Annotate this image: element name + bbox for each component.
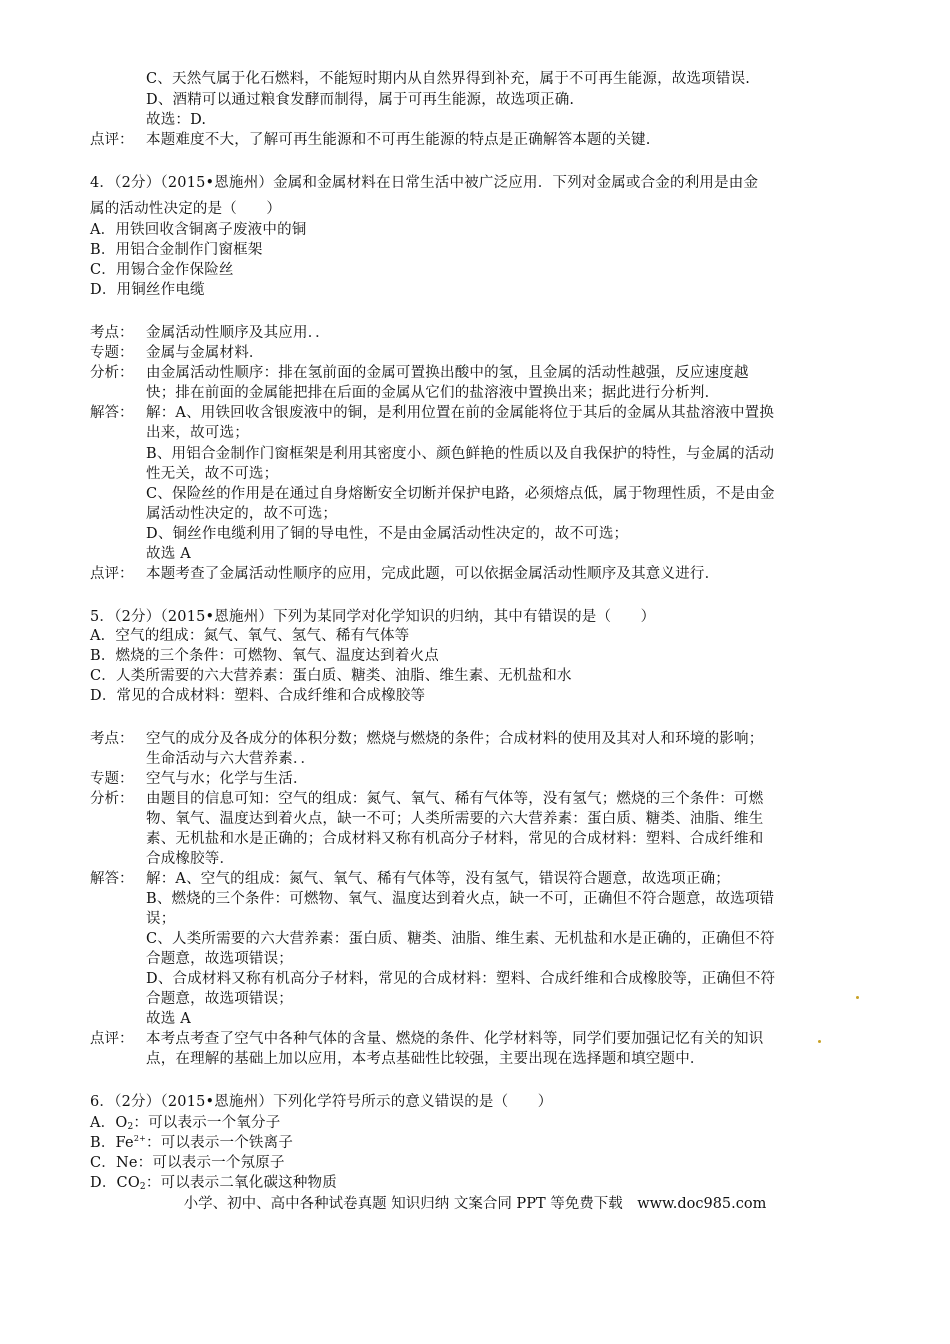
q4-option-d: D．用铜丝作电缆 [90, 282, 205, 298]
q5-zhuanti-label: 专题： [90, 771, 134, 787]
q4-jieda-line1: 解：A、用铁回收含银废液中的铜，是利用位置在前的金属能将位于其后的金属从其盐溶液中置换 [146, 405, 775, 421]
q4-option-a: A．用铁回收含铜离子废液中的铜 [90, 222, 307, 238]
q5-jieda-line3: 误； [146, 911, 176, 927]
q5-jieda-line1: 解：A、空气的组成：氮气、氧气、稀有气体等，没有氢气，错误符合题意，故选项正确； [146, 871, 730, 887]
q4-zhuanti-label: 专题： [90, 345, 134, 361]
q4-jieda-line5: C、保险丝的作用是在通过自身熔断安全切断并保护电路，必须熔点低，属于物理性质，不是由金 [146, 486, 775, 502]
q5-jieda-line4: C、人类所需要的六大营养素：蛋白质、糖类、油脂、维生素、无机盐和水是正确的，正确但不符 [146, 931, 775, 947]
q5-fenxi-line2: 物、氧气、温度达到着火点，缺一不可；人类所需要的六大营养素：蛋白质、糖类、油脂、维生 [146, 811, 764, 827]
q5-fenxi-line4: 合成橡胶等． [146, 851, 235, 867]
q5-jieda-line2: B、燃烧的三个条件：可燃物、氧气、温度达到着火点，缺一不可，正确但不符合题意，故选项错 [146, 891, 775, 907]
q5-dianping-line2: 点，在理解的基础上加以应用，本考点基础性比较强，主要出现在选择题和填空题中． [146, 1051, 705, 1067]
q5-fenxi-line1: 由题目的信息可知：空气的组成：氮气、氧气、稀有气体等，没有氢气；燃烧的三个条件：可燃 [146, 791, 764, 807]
q4-option-b: B．用铝合金制作门窗框架 [90, 242, 263, 258]
q4-jieda-line6: 属活动性决定的，故不可选； [146, 506, 338, 522]
q5-jieda-line6: D、合成材料又称有机高分子材料，常见的合成材料：塑料、合成纤维和合成橡胶等，正确但不符 [146, 971, 776, 987]
q6-option-c: C．Ne：可以表示一个氖原子 [90, 1155, 285, 1171]
q4-jieda-line7: D、铜丝作电缆利用了铜的导电性，不是由金属活动性决定的，故不可选； [146, 526, 629, 542]
top-answer: 故选：D. [146, 112, 207, 128]
top-line-d: D、酒精可以通过粮食发酵而制得，属于可再生能源，故选项正确. [146, 92, 575, 108]
q5-jieda-line7: 合题意，故选项错误； [146, 991, 293, 1007]
q5-dianping-label: 点评： [90, 1031, 134, 1047]
q5-option-d: D．常见的合成材料：塑料、合成纤维和合成橡胶等 [90, 688, 426, 704]
q5-kaodian-line2: 生命活动与六大营养素．． [146, 751, 316, 767]
q5-fenxi-line3: 素、无机盐和水是正确的；合成材料又称有机高分子材料，常见的合成材料：塑料、合成纤维和 [146, 831, 764, 847]
top-comment: 本题难度不大，了解可再生能源和不可再生能源的特点是正确解答本题的关键. [146, 132, 651, 148]
q4-zhuanti: 金属与金属材料． [146, 345, 264, 361]
q5-jieda-line8: 故选 A [146, 1011, 191, 1027]
q4-option-c: C．用锡合金作保险丝 [90, 262, 234, 278]
q5-kaodian-line1: 空气的成分及各成分的体积分数；燃烧与燃烧的条件；合成材料的使用及其对人和环境的影响； [146, 731, 764, 747]
q5-stem: 5．（2分）（2015•恩施州）下列为某同学对化学知识的归纳，其中有错误的是（ ） [90, 609, 656, 625]
q4-kaodian-label: 考点： [90, 325, 134, 341]
q5-dianping-line1: 本考点考查了空气中各种气体的含量、燃烧的条件、化学材料等，同学们要加强记忆有关的知识 [146, 1031, 764, 1047]
q4-fenxi-line2: 快；排在前面的金属能把排在后面的金属从它们的盐溶液中置换出来；据此进行分析判． [146, 385, 720, 401]
q6-stem: 6．（2分）（2015•恩施州）下列化学符号所示的意义错误的是（ ） [90, 1094, 553, 1110]
page-footer: 小学、初中、高中各种试卷真题 知识归纳 文案合同 PPT 等免费下载 www.doc985.com [183, 1196, 767, 1212]
q5-jieda-line5: 合题意，故选项错误； [146, 951, 293, 967]
q5-zhuanti: 空气与水；化学与生活． [146, 771, 308, 787]
q5-fenxi-label: 分析： [90, 791, 134, 807]
q4-fenxi-line1: 由金属活动性顺序：排在氢前面的金属可置换出酸中的氢，且金属的活动性越强，反应速度越 [146, 365, 749, 381]
q4-jieda-line8: 故选 A [146, 546, 191, 562]
q5-option-b: B．燃烧的三个条件：可燃物、氧气、温度达到着火点 [90, 648, 439, 664]
q4-kaodian: 金属活动性顺序及其应用．． [146, 325, 330, 341]
q4-jieda-line3: B、用铝合金制作门窗框架是利用其密度小、颜色鲜艳的性质以及自我保护的特性，与金属的活动 [146, 446, 775, 462]
q5-kaodian-label: 考点： [90, 731, 134, 747]
q4-jieda-line4: 性无关，故不可选； [146, 466, 279, 482]
q5-jieda-label: 解答： [90, 871, 134, 887]
q6-option-b: B．$Fe^{2+}$：可以表示一个铁离子 [90, 1134, 294, 1151]
q5-option-c: C．人类所需要的六大营养素：蛋白质、糖类、油脂、维生素、无机盐和水 [90, 668, 572, 684]
q4-fenxi-label: 分析： [90, 365, 134, 381]
top-line-c: C、天然气属于化石燃料，不能短时期内从自然界得到补充，属于不可再生能源，故选项错误. [146, 71, 751, 87]
scan-mark [818, 1040, 821, 1043]
q5-option-a: A．空气的组成：氮气、氧气、氢气、稀有气体等 [90, 628, 410, 644]
q6-option-a: A．$O_2$：可以表示一个氧分子 [90, 1115, 281, 1132]
q6-option-d: D．$CO_2$：可以表示二氧化碳这种物质 [90, 1175, 337, 1192]
q4-jieda-label: 解答： [90, 405, 134, 421]
top-comment-label: 点评： [90, 132, 134, 148]
q4-stem-line2: 属的活动性决定的是（ ） [90, 201, 282, 217]
scan-mark [856, 996, 859, 999]
q4-stem-line1: 4．（2分）（2015•恩施州）金属和金属材料在日常生活中被广泛应用．下列对金属或合金的利用是由金 [90, 175, 759, 191]
q4-dianping-label: 点评： [90, 566, 134, 582]
q4-jieda-line2: 出来，故可选； [146, 425, 249, 441]
q4-dianping: 本题考查了金属活动性顺序的应用，完成此题，可以依据金属活动性顺序及其意义进行． [146, 566, 720, 582]
